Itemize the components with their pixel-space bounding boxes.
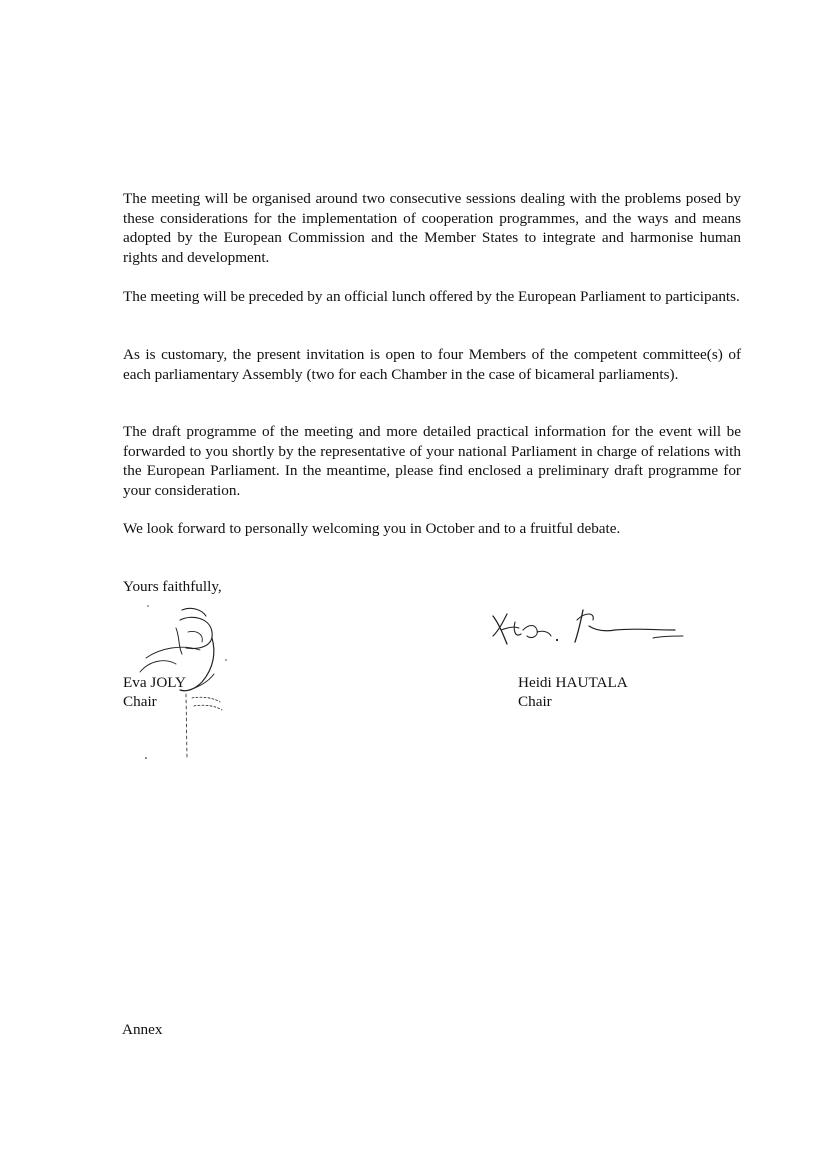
letter-paragraph-welcome: We look forward to personally welcoming you in October and to a fruitful debate. — [123, 520, 621, 537]
signatory-role-2: Chair — [518, 693, 552, 710]
letter-paragraph-sessions: The meeting will be organised around two consecutive sessions dealing with the problems posed by these considerations for the implementation of cooperation programmes, and the ways and means adopted by the European Commission and the Member States to integrate and harmonise human rights and development. — [123, 190, 741, 266]
handwritten-signature-hautala — [485, 600, 690, 648]
letter-paragraph-programme: The draft programme of the meeting and more detailed practical information for the event will be forwarded to you shortly by the representative of your national Parliament in charge of relations with the European Parliament. In the meantime, please find enclosed a preliminary draft programme for your consideration. — [123, 423, 741, 499]
letter-closing: Yours faithfully, — [123, 578, 222, 595]
letter-paragraph-lunch: The meeting will be preceded by an official lunch offered by the European Parliament to participants. — [123, 288, 740, 305]
signatory-name-1: Eva JOLY — [123, 674, 187, 691]
letter-paragraph-invitation: As is customary, the present invitation is open to four Members of the competent committee(s) of each parliamentary Assembly (two for each Chamber in the case of bicameral parliaments). — [123, 346, 741, 383]
signatory-name-2: Heidi HAUTALA — [518, 674, 628, 691]
signatory-role-1: Chair — [123, 693, 157, 710]
annex-label: Annex — [122, 1021, 163, 1038]
